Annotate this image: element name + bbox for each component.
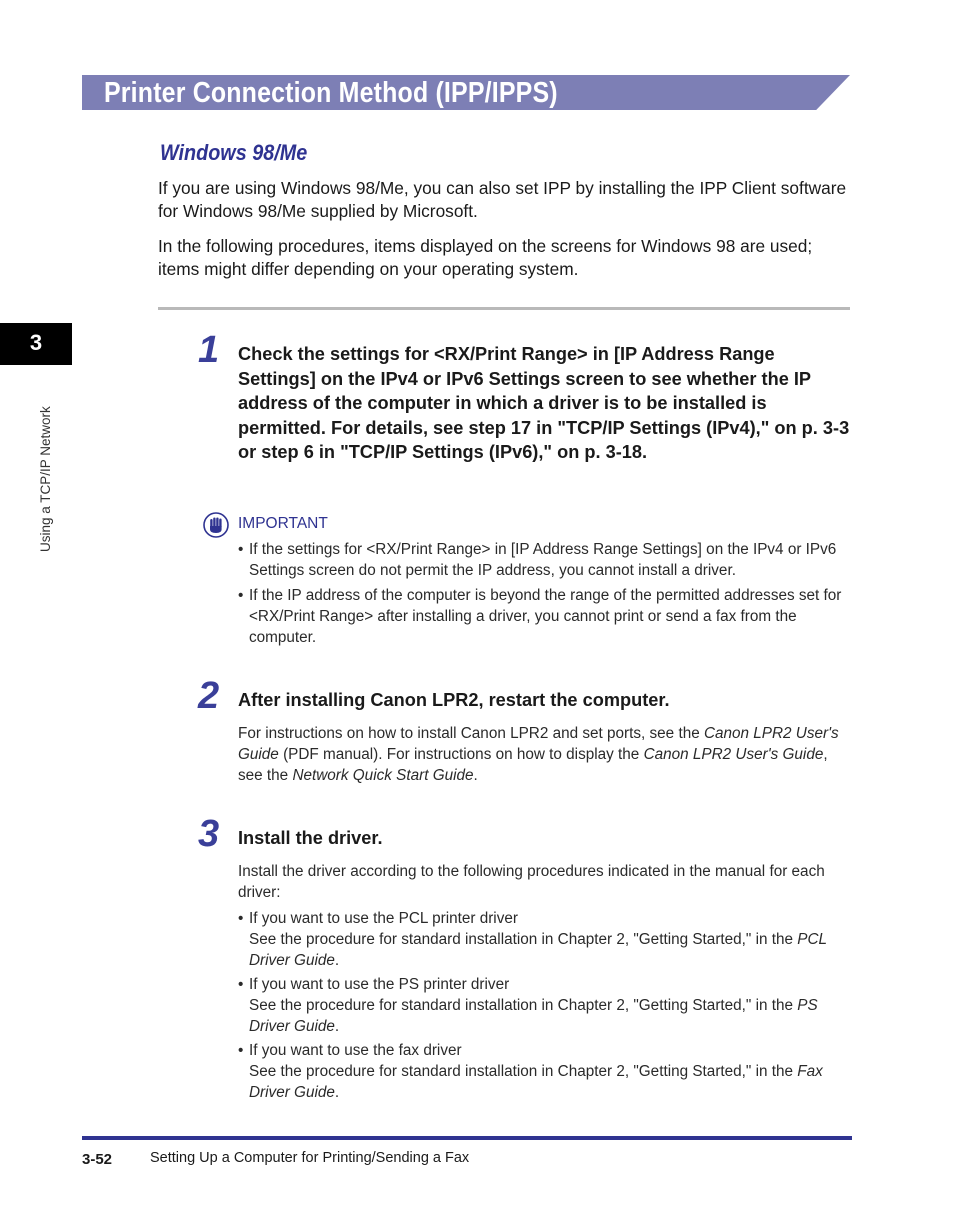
guide-reference: PCL Driver Guide [249, 931, 827, 969]
guide-reference: Fax Driver Guide [249, 1063, 823, 1101]
list-item: • If the settings for <RX/Print Range> in [IP Address Range Settings] on the IPv4 or IPv6 Settings screen do not permit the IP address, you cannot install a driver. [238, 541, 837, 579]
footer-rule [82, 1136, 852, 1140]
important-label: IMPORTANT [238, 515, 328, 532]
footer-section-title: Setting Up a Computer for Printing/Sending a Fax [150, 1150, 470, 1166]
step-2-note: For instructions on how to install Canon LPR2 and set ports, see the Canon LPR2 User's Guide (PDF manual). For instructions on how to display the Canon LPR2 User's Guide, see the Network Quick Start Guide. [238, 725, 839, 784]
intro-paragraph-1: If you are using Windows 98/Me, you can also set IPP by installing the IPP Client software for Windows 98/Me supplied by Microsoft. [158, 178, 847, 221]
list-item: • If you want to use the PS printer driver See the procedure for standard installation in Chapter 2, "Getting Started," in the PS Driver Guide. [238, 976, 818, 1035]
step-3-note: Install the driver according to the following procedures indicated in the manual for each driver: [238, 863, 825, 901]
step-2-number: 2 [198, 675, 220, 717]
list-item: • If you want to use the fax driver See the procedure for standard installation in Chapter 2, "Getting Started," in the Fax Driver Guide. [238, 1042, 823, 1101]
step-2-heading: After installing Canon LPR2, restart the computer. [238, 690, 670, 710]
chapter-side-label: Using a TCP/IP Network [38, 406, 53, 552]
important-hand-icon [203, 512, 229, 538]
step-1-heading: Check the settings for <RX/Print Range> in [IP Address Range Settings] on the IPv4 or IPv6 Settings screen to see whether the IP address of the computer in which a driver is to be installed is permitted. For details, see step 17 in "TCP/IP Settings (IPv4)," on p. 3-3 or step 6 in "TCP/IP Settings (IPv6)," on p. 3-18. [238, 344, 850, 462]
guide-reference: Canon LPR2 User's Guide [238, 725, 839, 763]
step-3-heading: Install the driver. [238, 828, 383, 848]
list-item: • If the IP address of the computer is beyond the range of the permitted addresses set for <RX/Print Range> after installing a driver, you cannot print or send a fax from the computer. [238, 587, 842, 646]
section-subheading: Windows 98/Me [160, 140, 308, 165]
chapter-tab: 3 [0, 323, 72, 365]
section-divider [158, 307, 850, 310]
guide-reference: PS Driver Guide [249, 997, 818, 1035]
page-title: Printer Connection Method (IPP/IPPS) [104, 77, 558, 109]
step-1-number: 1 [198, 329, 220, 371]
guide-reference: Canon LPR2 User's Guide [643, 746, 824, 763]
page-number: 3-52 [82, 1151, 113, 1168]
step-3-number: 3 [198, 813, 220, 855]
list-item: • If you want to use the PCL printer driver See the procedure for standard installation in Chapter 2, "Getting Started," in the PCL Driver Guide. [238, 910, 827, 969]
important-list [238, 539, 853, 648]
guide-reference: Network Quick Start Guide [292, 767, 474, 784]
driver-list [238, 908, 853, 1103]
intro-paragraph-2: In the following procedures, items displayed on the screens for Windows 98 are used; items might differ depending on your operating system. [158, 236, 813, 279]
